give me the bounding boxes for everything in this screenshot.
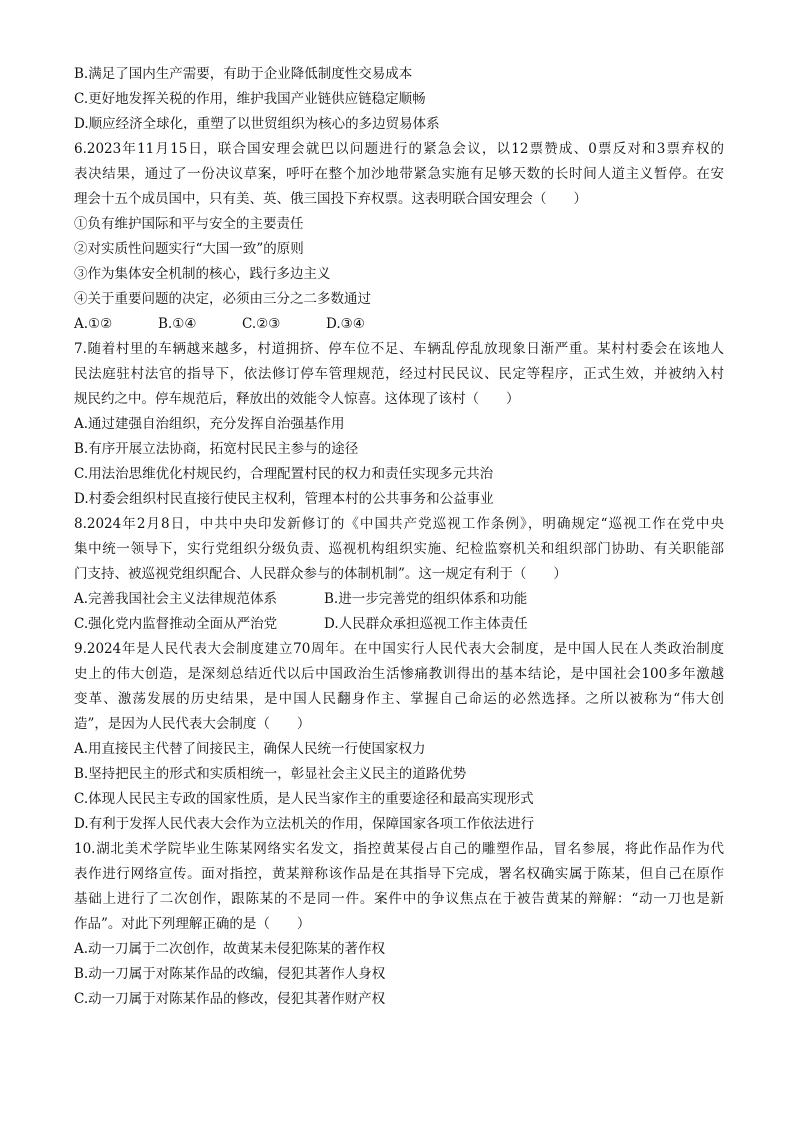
q9-option-b: B.坚持把民主的形式和实质相统一，彰显社会主义民主的道路优势	[74, 766, 467, 782]
q8-options-row	[74, 612, 724, 637]
q8-option-d: D.人民群众承担巡视工作主体责任	[324, 616, 528, 632]
question-6	[74, 137, 724, 337]
q6-stem-line: 表决结果，通过了一份决议草案，呼吁在整个加沙地带紧急实施有足够天数的长时间人道主义暂停。在安	[74, 166, 724, 182]
q10-option-c: C.动一刀属于对陈某作品的修改，侵犯其著作财产权	[74, 991, 386, 1007]
q9-stem-line: 造”，是因为人民代表大会制度（ ）	[74, 716, 311, 732]
question-9	[74, 637, 724, 837]
q8-stem-line: 门支持、被巡视党组织配合、人民群众参与的体制机制”。这一规定有利于（ ）	[74, 566, 567, 582]
q5-options	[74, 62, 724, 137]
q9-stem-line: 变革、激荡发展的历史结果，是中国人民翻身作主、掌握自己命运的必然选择。之所以被称为“伟大创	[74, 691, 724, 707]
q5-option-d: D.顺应经济全球化，重塑了以世贸组织为核心的多边贸易体系	[74, 116, 440, 132]
q9-option-d: D.有利于发挥人民代表大会作为立法机关的作用，保障国家各项工作依法进行	[74, 816, 535, 832]
q7-option-a: A.通过建强自治组织，充分发挥自治强基作用	[74, 416, 345, 432]
q8-option-a: A.完善我国社会主义法律规范体系	[74, 591, 278, 607]
q10-option-b: B.动一刀属于对陈某作品的改编，侵犯其著作人身权	[74, 966, 386, 982]
q10-stem-line: 10.湖北美术学院毕业生陈某网络实名发文，指控黄某侵占自己的雕塑作品，冒名参展，将此作品作为代	[74, 841, 724, 857]
q8-option-b: B.进一步完善党的组织体系和功能	[324, 591, 528, 607]
q10-stem-line: 作品”。对此下列理解正确的是（ ）	[74, 916, 311, 932]
q8-options-row	[74, 587, 724, 612]
q8-option-c: C.强化党内监督推动全面从严治党	[74, 616, 278, 632]
q7-option-b: B.有序开展立法协商，拓宽村民民主参与的途径	[74, 441, 359, 457]
q9-stem-line: 史上的伟大创造，是深刻总结近代以后中国政治生活惨痛教训得出的基本结论，是中国社会100多年激越	[74, 666, 724, 682]
q7-stem-line: 规民约之中。停车规范后，释放出的效能令人惊喜。这体现了该村（ ）	[74, 391, 520, 407]
q10-stem-line: 表作进行网络宣传。面对指控，黄某辩称该作品是在其指导下完成，署名权确实属于陈某，但自己在原作	[74, 866, 724, 882]
q6-statement-2: ②对实质性问题实行“大国一致”的原则	[74, 241, 304, 257]
q5-option-c: C.更好地发挥关税的作用，维护我国产业链供应链稳定顺畅	[74, 91, 426, 107]
q7-stem-line: 7.随着村里的车辆越来越多，村道拥挤、停车位不足、车辆乱停乱放现象日渐严重。某村村委会在该地人	[74, 341, 724, 357]
q7-option-d: D.村委会组织村民直接行使民主权利，管理本村的公共事务和公益事业	[74, 491, 494, 507]
q6-option-d: D.③④	[326, 316, 365, 332]
q9-option-a: A.用直接民主代替了间接民主，确保人民统一行使国家权力	[74, 741, 426, 757]
question-8	[74, 512, 724, 637]
q6-statement-4: ④关于重要问题的决定，必须由三分之二多数通过	[74, 291, 371, 307]
question-content	[74, 62, 724, 1012]
q6-options	[74, 312, 724, 337]
q7-option-c: C.用法治思维优化村规民约，合理配置村民的权力和责任实现多元共治	[74, 466, 494, 482]
question-10	[74, 837, 724, 1012]
q10-stem-line: 基础上进行了二次创作，跟陈某的不是同一件。案件中的争议焦点在于被告黄某的辩解：“动一刀也是新	[74, 891, 724, 907]
q6-stem-line: 理会十五个成员国中，只有美、英、俄三国投下弃权票。这表明联合国安理会（ ）	[74, 191, 587, 207]
q9-stem-line: 9.2024年是人民代表大会制度建立70周年。在中国实行人民代表大会制度，是中国人民在人类政治制度	[74, 641, 724, 657]
q7-stem-line: 民法庭驻村法官的指导下，依法修订停车管理规范，经过村民民议、民定等程序，正式生效，并被纳入村	[74, 366, 724, 382]
q6-option-b: B.①④	[158, 316, 197, 332]
q6-option-c: C.②③	[242, 316, 281, 332]
q6-stem-line: 6.2023年11月15日，联合国安理会就巴以问题进行的紧急会议，以12票赞成、0票反对和3票弃权的	[74, 141, 724, 157]
q6-statement-1: ①负有维护国际和平与安全的主要责任	[74, 216, 304, 232]
q6-option-a: A.①②	[74, 316, 113, 332]
q9-option-c: C.体现人民民主专政的国家性质，是人民当家作主的重要途径和最高实现形式	[74, 791, 534, 807]
q8-stem-line: 集中统一领导下，实行党组织分级负责、巡视机构组织实施、纪检监察机关和组织部门协助、有关职能部	[74, 541, 724, 557]
question-7	[74, 337, 724, 512]
q10-option-a: A.动一刀属于二次创作，故黄某未侵犯陈某的著作权	[74, 941, 386, 957]
q6-statement-3: ③作为集体安全机制的核心，践行多边主义	[74, 266, 331, 282]
q5-option-b: B.满足了国内生产需要，有助于企业降低制度性交易成本	[74, 66, 413, 82]
q8-stem-line: 8.2024年2月8日，中共中央印发新修订的《中国共产党巡视工作条例》，明确规定“巡视工作在党中央	[74, 516, 724, 532]
